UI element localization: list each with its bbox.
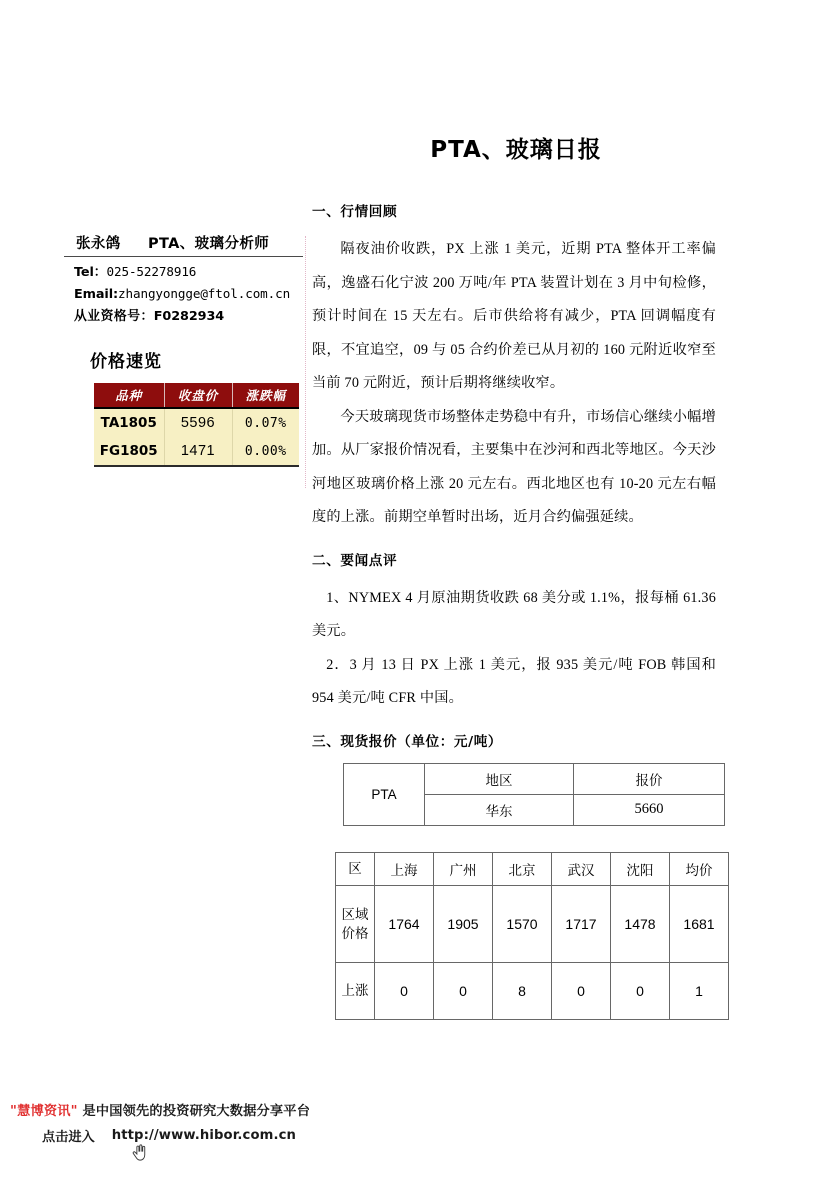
news-item-1: 1、NYMEX 4 月原油期货收跌 68 美分或 1.1%，报每桶 61.36 美元。 xyxy=(312,589,716,639)
cell-symbol: TA1805 xyxy=(94,408,164,437)
paragraph-market-review-2: 今天玻璃现货市场整体走势稳中有升，市场信心继续小幅增加。从厂家报价情况看，主要集中在沙河和西北等地区。今天沙河地区玻璃价格上涨 20 元左右。西北地区也有 10-20 元左右幅度的上涨。前期空单暂时出场，近月合约偏强延续。 xyxy=(312,408,716,525)
row-label-increase: 上涨 xyxy=(336,962,375,1019)
cell-change: 0.07% xyxy=(232,408,299,437)
footer-brand: "慧博资讯" xyxy=(10,1104,78,1119)
cell-price-beijing: 1570 xyxy=(493,885,552,962)
row-label-regional-price: 区域价格 xyxy=(336,885,375,962)
cell-change: 0.00% xyxy=(232,437,299,466)
col-header-average: 均价 xyxy=(670,852,729,885)
footer-url[interactable]: http://www.hibor.com.cn xyxy=(111,1128,296,1143)
page-title: PTA、玻璃日报 xyxy=(430,137,602,163)
cell-increase-wuhan: 0 xyxy=(552,962,611,1019)
license-value: F0282934 xyxy=(153,309,225,324)
analyst-divider xyxy=(64,256,303,257)
col-header-shanghai: 上海 xyxy=(375,852,434,885)
cell-close: 5596 xyxy=(164,408,232,437)
section-heading-news-comment: 二、要闻点评 xyxy=(312,552,398,569)
table-row xyxy=(94,408,299,437)
analyst-tel-line xyxy=(62,261,307,283)
footer-tagline-text: 是中国领先的投资研究大数据分享平台 xyxy=(77,1104,311,1119)
cell-increase-average: 1 xyxy=(670,962,729,1019)
main-content xyxy=(312,200,716,1020)
tel-value: 025-52278916 xyxy=(106,264,197,279)
analyst-license-line xyxy=(62,305,307,327)
col-header-quote: 报价 xyxy=(574,763,725,794)
footer-link-row[interactable] xyxy=(0,1126,826,1145)
col-header-close: 收盘价 xyxy=(164,383,232,408)
table-row xyxy=(344,763,725,794)
cell-quote-value: 5660 xyxy=(574,794,725,825)
analyst-name-title: 张永鸽 PTA、玻璃分析师 xyxy=(76,236,270,252)
cell-symbol: FG1805 xyxy=(94,437,164,466)
cell-price-shanghai: 1764 xyxy=(375,885,434,962)
cell-region-value: 华东 xyxy=(425,794,574,825)
cell-increase-beijing: 8 xyxy=(493,962,552,1019)
cell-pta-label: PTA xyxy=(344,763,425,825)
cell-increase-shanghai: 0 xyxy=(375,962,434,1019)
price-overview-heading: 价格速览 xyxy=(90,352,162,372)
col-header-region: 地区 xyxy=(425,763,574,794)
tel-label: Tel： xyxy=(74,265,107,280)
table-header-row xyxy=(94,383,299,408)
col-header-wuhan: 武汉 xyxy=(552,852,611,885)
footer-watermark xyxy=(0,1100,826,1145)
cell-price-wuhan: 1717 xyxy=(552,885,611,962)
paragraph-market-review-1: 隔夜油价收跌，PX 上涨 1 美元，近期 PTA 整体开工率偏高，逸盛石化宁波 200 万吨/年 PTA 装置计划在 3 月中旬检修，预计时间在 15 天左右。后市供给将有减少，PTA 回调幅度有限，不宜追空，09 与 05 合约价差已从月初的 160 元附近收窄至当前 70 元附近，预计后期将继续收窄。 xyxy=(312,241,716,391)
col-header-symbol: 品种 xyxy=(94,383,164,408)
cell-price-guangzhou: 1905 xyxy=(434,885,493,962)
cell-price-shenyang: 1478 xyxy=(611,885,670,962)
col-header-guangzhou: 广州 xyxy=(434,852,493,885)
cell-price-average: 1681 xyxy=(670,885,729,962)
table-header-row xyxy=(336,852,729,885)
col-header-change: 涨跌幅 xyxy=(232,383,299,408)
glass-region-price-table xyxy=(335,852,729,1020)
footer-tagline xyxy=(0,1100,826,1119)
cell-increase-shenyang: 0 xyxy=(611,962,670,1019)
cell-close: 1471 xyxy=(164,437,232,466)
email-value: zhangyongge@ftol.com.cn xyxy=(118,286,291,301)
corner-label: 区 xyxy=(336,852,375,885)
cell-increase-guangzhou: 0 xyxy=(434,962,493,1019)
analyst-sidebar xyxy=(62,232,307,467)
table-row xyxy=(336,962,729,1019)
pta-spot-table-wrap xyxy=(312,763,716,826)
col-header-beijing: 北京 xyxy=(493,852,552,885)
price-overview-table-wrap xyxy=(62,383,307,467)
footer-click-text: 点击进入 xyxy=(42,1130,95,1145)
section-heading-market-review: 一、行情回顾 xyxy=(312,204,398,220)
pta-spot-table xyxy=(343,763,725,826)
price-overview-table xyxy=(94,383,299,467)
analyst-email-line xyxy=(62,283,307,305)
section-heading-spot-quotes: 三、现货报价（单位：元/吨） xyxy=(312,733,503,750)
table-row xyxy=(336,885,729,962)
license-label: 从业资格号： xyxy=(74,309,154,324)
email-label: Email: xyxy=(74,287,119,302)
news-item-2: 2．3 月 13 日 PX 上涨 1 美元，报 935 美元/吨 FOB 韩国和 954 美元/吨 CFR 中国。 xyxy=(312,656,716,706)
table-row xyxy=(94,437,299,466)
col-header-shenyang: 沈阳 xyxy=(611,852,670,885)
hand-pointer-icon xyxy=(96,1129,111,1146)
